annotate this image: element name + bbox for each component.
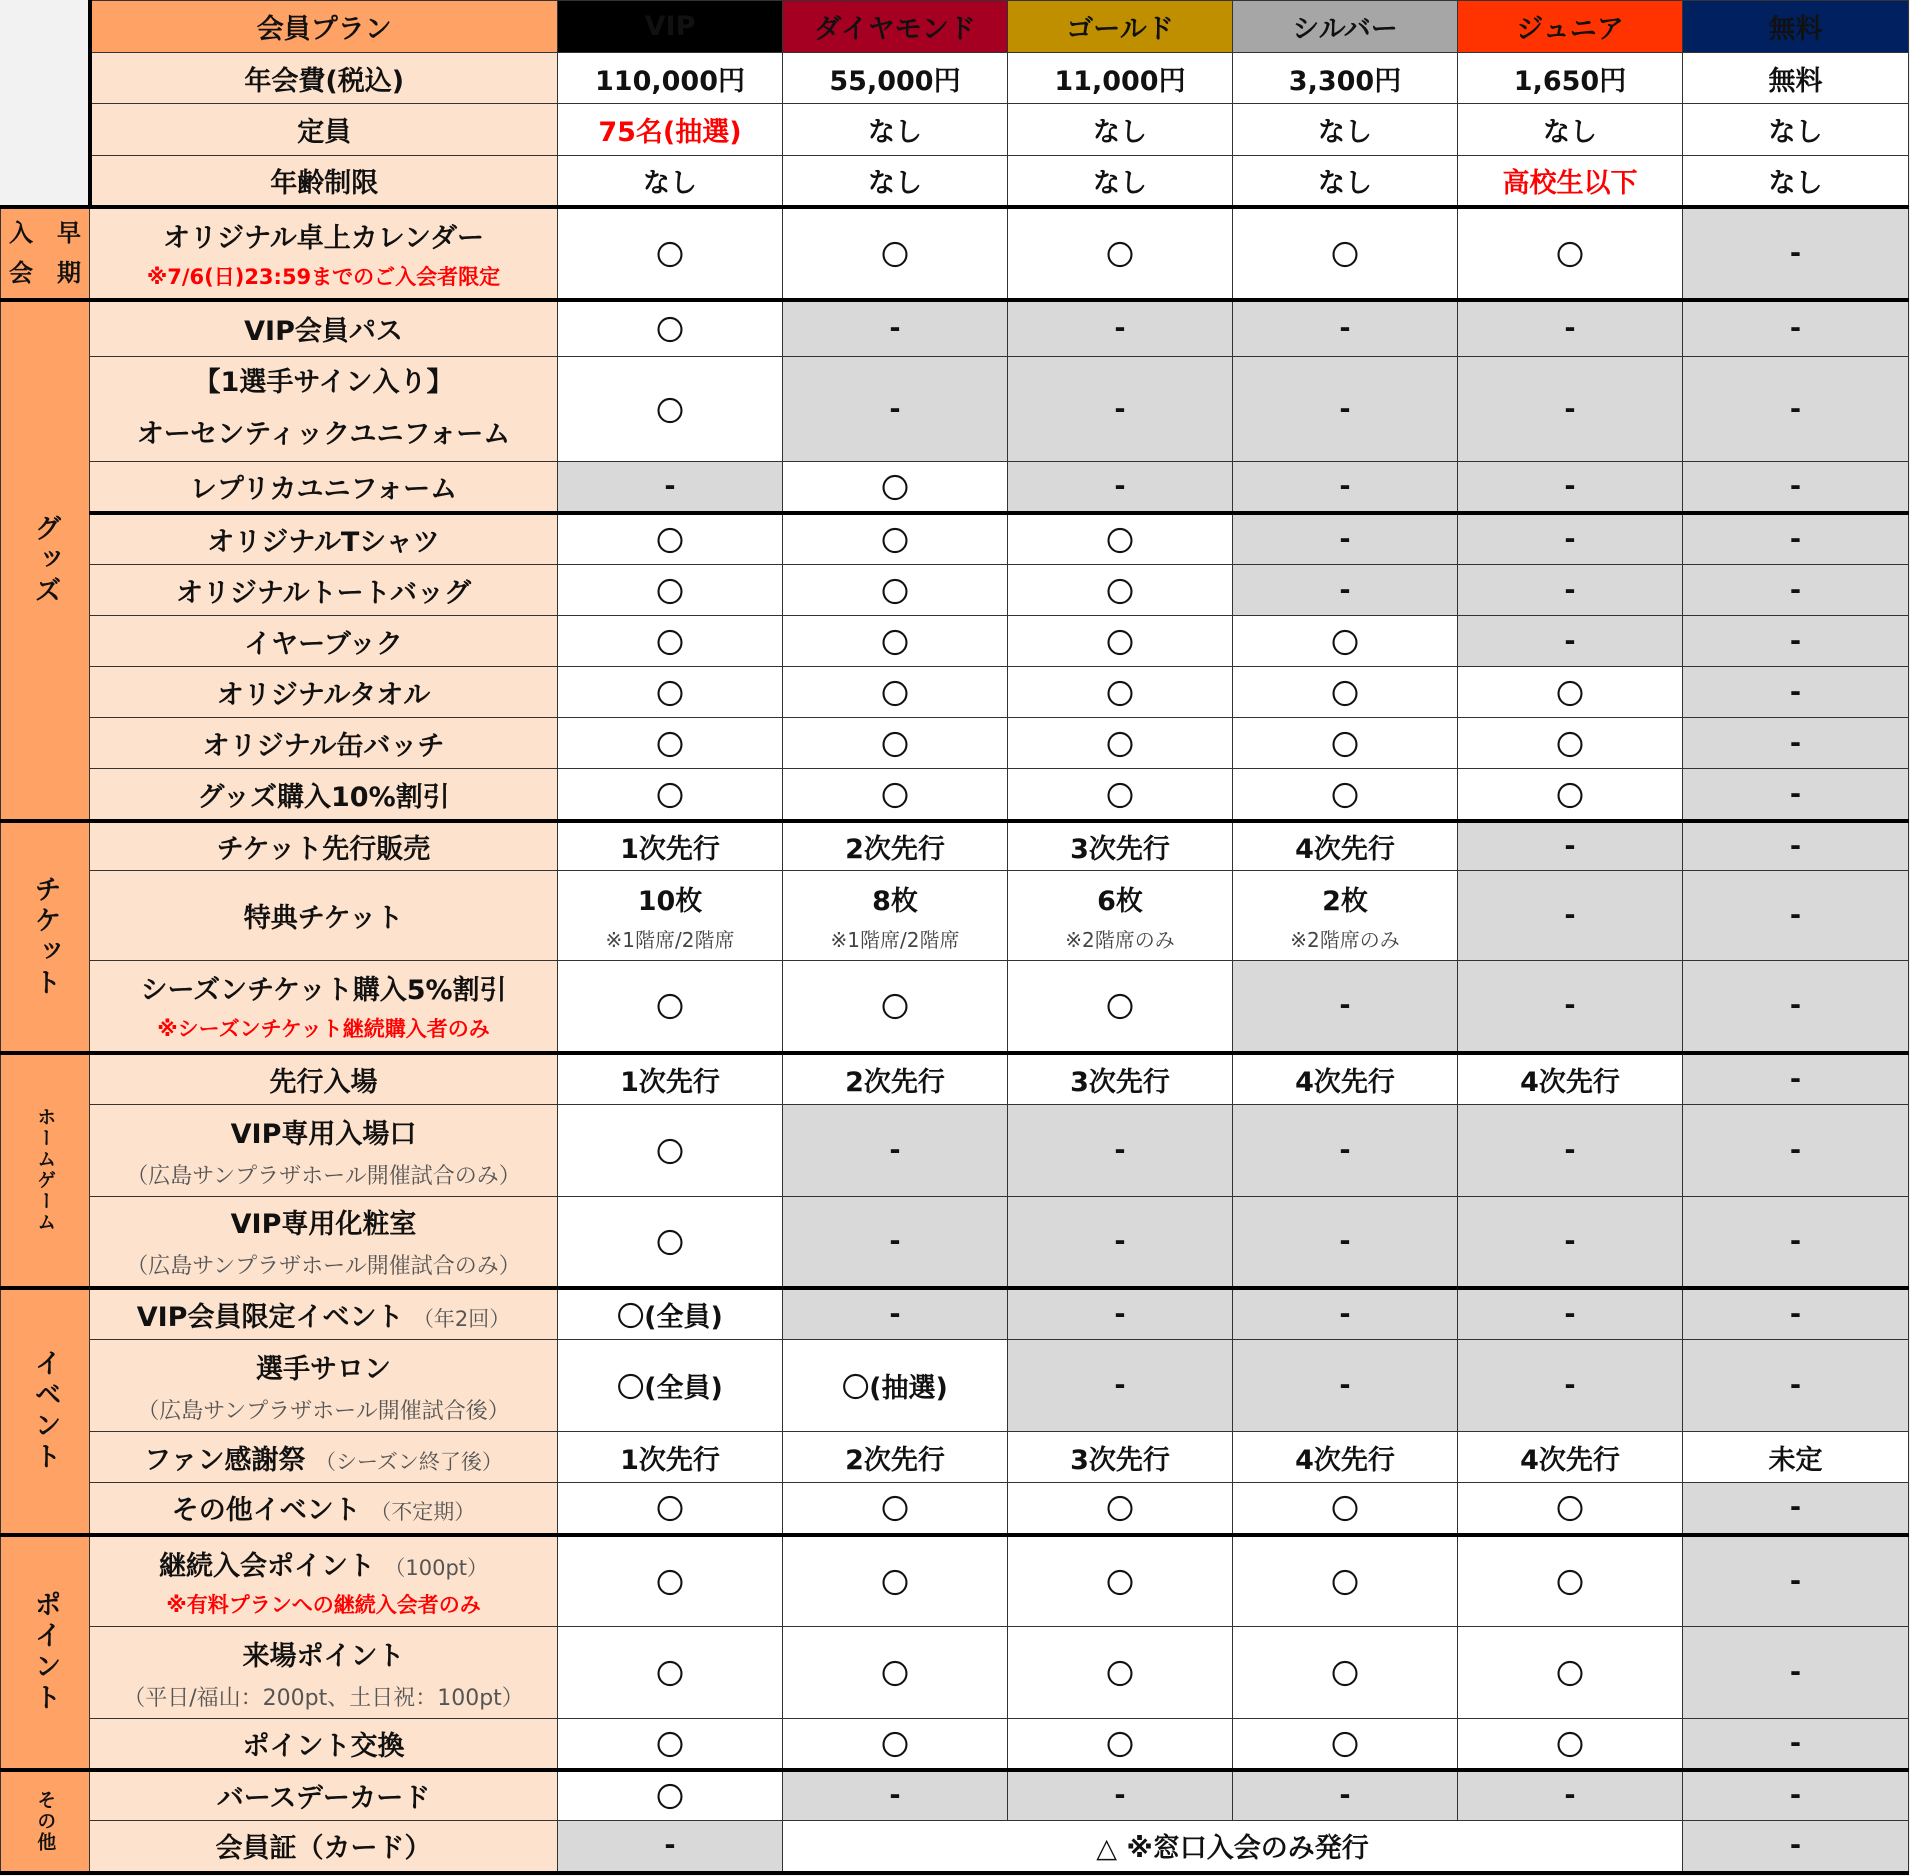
fee-diamond: 55,000円 (783, 53, 1008, 104)
cell-value: 2次先行 (783, 1053, 1008, 1105)
plan-header-vip: VIP (558, 1, 783, 53)
capacity-silver: なし (1233, 104, 1458, 156)
cell-bonus-diamond: 8枚 ※1階席/2階席 (783, 871, 1008, 961)
fee-gold: 11,000円 (1008, 53, 1233, 104)
cell-yes: 〇 (1233, 1535, 1458, 1627)
cell-no: - (1683, 1719, 1909, 1770)
feature-bonus-ticket: 特典チケット (90, 871, 558, 961)
cell-no: - (1683, 300, 1909, 357)
cell-no: - (1683, 1770, 1909, 1821)
cell-no: - (1458, 821, 1683, 871)
feature-vip-pass: VIP会員パス (90, 300, 558, 357)
cell-no: - (1458, 462, 1683, 513)
feature-renewal-point: 継続入会ポイント （100pt） ※有料プランへの継続入会者のみ (90, 1535, 558, 1627)
capacity-gold: なし (1008, 104, 1233, 156)
capacity-label: 定員 (90, 104, 558, 156)
cell-yes: 〇 (1233, 207, 1458, 300)
cell-yes: 〇 (1233, 1719, 1458, 1770)
cell-no: - (1458, 1340, 1683, 1432)
cell-yes: 〇 (783, 1719, 1008, 1770)
cell-no: - (1233, 565, 1458, 616)
cell-yes: 〇 (558, 565, 783, 616)
cell-no: - (783, 357, 1008, 462)
cell-yes: 〇 (558, 1105, 783, 1197)
plan-header-gold: ゴールド (1008, 1, 1233, 53)
cell-yes: 〇 (1008, 1535, 1233, 1627)
age-free: なし (1683, 156, 1909, 207)
cell-value: 3次先行 (1008, 1432, 1233, 1483)
cell-no: - (1008, 1340, 1233, 1432)
cell-yes: 〇 (558, 1535, 783, 1627)
cell-yes: 〇 (783, 616, 1008, 667)
cell-value: 4次先行 (1458, 1053, 1683, 1105)
feature-tshirt: オリジナルTシャツ (90, 513, 558, 565)
cell-no: - (1683, 1340, 1909, 1432)
capacity-junior: なし (1458, 104, 1683, 156)
plan-header-diamond: ダイヤモンド (783, 1, 1008, 53)
cell-yes: 〇 (558, 616, 783, 667)
feature-replica: レプリカユニフォーム (90, 462, 558, 513)
cell-value: 〇(抽選) (783, 1340, 1008, 1432)
cell-no: - (1458, 871, 1683, 961)
cell-yes: 〇 (783, 769, 1008, 821)
cell-yes: 〇 (1458, 769, 1683, 821)
cell-no: - (1458, 1197, 1683, 1288)
cell-no: - (1683, 565, 1909, 616)
feature-towel: オリジナルタオル (90, 667, 558, 718)
cell-yes: 〇 (558, 1197, 783, 1288)
cell-no: - (558, 1821, 783, 1873)
fee-silver: 3,300円 (1233, 53, 1458, 104)
cell-yes: 〇 (1008, 1483, 1233, 1535)
cell-yes: 〇 (1008, 207, 1233, 300)
cell-no: - (558, 462, 783, 513)
age-gold: なし (1008, 156, 1233, 207)
cell-bonus-gold: 6枚 ※2階席のみ (1008, 871, 1233, 961)
cell-value: 4次先行 (1233, 1432, 1458, 1483)
cell-yes: 〇 (1008, 565, 1233, 616)
cell-yes: 〇 (558, 1719, 783, 1770)
cell-no: - (1233, 1288, 1458, 1340)
cell-yes: 〇 (783, 207, 1008, 300)
cell-no: - (1233, 1770, 1458, 1821)
cell-no: - (1233, 357, 1458, 462)
feature-fan-fest: ファン感謝祭 （シーズン終了後） (90, 1432, 558, 1483)
cell-no: - (1008, 300, 1233, 357)
plan-header-free: 無料 (1683, 1, 1909, 53)
cell-yes: 〇 (1008, 961, 1233, 1053)
cell-no: - (1458, 357, 1683, 462)
cell-no: - (1683, 1483, 1909, 1535)
cell-yes: 〇 (1008, 616, 1233, 667)
cell-no: - (1683, 1197, 1909, 1288)
cell-no: - (783, 1197, 1008, 1288)
cell-yes: 〇 (783, 667, 1008, 718)
cell-yes: 〇 (1008, 1719, 1233, 1770)
cell-bonus-vip: 10枚 ※1階席/2階席 (558, 871, 783, 961)
feature-early-entry: 先行入場 (90, 1053, 558, 1105)
category-home-game: ホームゲーム (1, 1053, 90, 1288)
plan-header-junior: ジュニア (1458, 1, 1683, 53)
cell-no: - (1233, 300, 1458, 357)
cell-no: - (1233, 1105, 1458, 1197)
cell-value: 4次先行 (1233, 1053, 1458, 1105)
cell-no: - (1683, 871, 1909, 961)
cell-yes: 〇 (1233, 718, 1458, 769)
cell-no: - (1458, 1770, 1683, 1821)
cell-yes: 〇 (558, 667, 783, 718)
cell-yes: 〇 (1458, 207, 1683, 300)
cell-no: - (1233, 961, 1458, 1053)
cell-no: - (1683, 1053, 1909, 1105)
cell-yes: 〇 (1008, 513, 1233, 565)
category-other: その他 (1, 1770, 90, 1873)
corner-blank (1, 1, 90, 207)
cell-value: 1次先行 (558, 821, 783, 871)
feature-ticket-presale: チケット先行販売 (90, 821, 558, 871)
cell-yes: 〇 (1458, 1627, 1683, 1719)
cell-value: 〇(全員) (558, 1288, 783, 1340)
capacity-vip: 75名(抽選) (558, 104, 783, 156)
cell-yes: 〇 (558, 300, 783, 357)
feature-vip-gate: VIP専用入場口 （広島サンプラザホール開催試合のみ） (90, 1105, 558, 1197)
fee-free: 無料 (1683, 53, 1909, 104)
cell-no: - (1683, 357, 1909, 462)
feature-yearbook: イヤーブック (90, 616, 558, 667)
cell-yes: 〇 (1233, 769, 1458, 821)
feature-season-discount: シーズンチケット購入5%割引 ※シーズンチケット継続購入者のみ (90, 961, 558, 1053)
cell-no: - (1008, 462, 1233, 513)
cell-value: 2次先行 (783, 1432, 1008, 1483)
cell-no: - (1008, 1105, 1233, 1197)
cell-yes: 〇 (783, 513, 1008, 565)
cell-no: - (1683, 207, 1909, 300)
cell-no: - (1233, 513, 1458, 565)
cell-no: - (1008, 1197, 1233, 1288)
feature-badge: オリジナル缶バッチ (90, 718, 558, 769)
feature-goods-discount: グッズ購入10%割引 (90, 769, 558, 821)
cell-yes: 〇 (558, 1483, 783, 1535)
cell-no: - (1008, 1770, 1233, 1821)
cell-value: 3次先行 (1008, 821, 1233, 871)
category-point: ポイント (1, 1535, 90, 1770)
cell-value: 1次先行 (558, 1432, 783, 1483)
cell-no: - (1683, 769, 1909, 821)
age-diamond: なし (783, 156, 1008, 207)
feature-other-event: その他イベント （不定期） (90, 1483, 558, 1535)
fee-vip: 110,000円 (558, 53, 783, 104)
cell-no: - (1683, 961, 1909, 1053)
cell-value: 4次先行 (1233, 821, 1458, 871)
cell-no: - (783, 300, 1008, 357)
cell-no: - (783, 1288, 1008, 1340)
cell-no: - (1683, 1535, 1909, 1627)
category-event: イベント (1, 1288, 90, 1535)
cell-no: - (783, 1770, 1008, 1821)
cell-no: - (1233, 1197, 1458, 1288)
feature-point-exchange: ポイント交換 (90, 1719, 558, 1770)
fee-junior: 1,650円 (1458, 53, 1683, 104)
capacity-diamond: なし (783, 104, 1008, 156)
cell-yes: 〇 (783, 565, 1008, 616)
feature-visit-point: 来場ポイント （平日/福山：200pt、土日祝：100pt） (90, 1627, 558, 1719)
category-early: 入 早 会 期 (1, 207, 90, 300)
cell-yes: 〇 (783, 1535, 1008, 1627)
cell-no: - (1458, 616, 1683, 667)
feature-calendar: オリジナル卓上カレンダー ※7/6(日)23:59までのご入会者限定 (90, 207, 558, 300)
cell-value: 3次先行 (1008, 1053, 1233, 1105)
cell-no: - (1458, 961, 1683, 1053)
cell-value: 2次先行 (783, 821, 1008, 871)
cell-no: - (1458, 300, 1683, 357)
capacity-free: なし (1683, 104, 1909, 156)
feature-member-card: 会員証（カード） (90, 1821, 558, 1873)
cell-no: - (1683, 1627, 1909, 1719)
cell-yes: 〇 (1458, 718, 1683, 769)
cell-no: - (1683, 667, 1909, 718)
cell-value: 4次先行 (1458, 1432, 1683, 1483)
cell-yes: 〇 (1233, 1627, 1458, 1719)
cell-yes: 〇 (1008, 1627, 1233, 1719)
cell-yes: 〇 (783, 718, 1008, 769)
cell-no: - (1233, 462, 1458, 513)
category-ticket: チケット (1, 821, 90, 1053)
cell-value: 〇(全員) (558, 1340, 783, 1432)
age-silver: なし (1233, 156, 1458, 207)
cell-yes: 〇 (783, 462, 1008, 513)
feature-vip-event: VIP会員限定イベント （年2回） (90, 1288, 558, 1340)
cell-yes: 〇 (1458, 667, 1683, 718)
cell-yes: 〇 (558, 961, 783, 1053)
cell-yes: 〇 (1008, 667, 1233, 718)
cell-no: - (1458, 1288, 1683, 1340)
cell-no: - (1008, 1288, 1233, 1340)
cell-yes: 〇 (558, 769, 783, 821)
cell-yes: 〇 (1458, 1535, 1683, 1627)
cell-value: 1次先行 (558, 1053, 783, 1105)
cell-yes: 〇 (783, 1627, 1008, 1719)
cell-yes: 〇 (1008, 718, 1233, 769)
cell-no: - (1683, 1821, 1909, 1873)
cell-yes: 〇 (1233, 1483, 1458, 1535)
plan-label: 会員プラン (90, 1, 558, 53)
cell-no: - (783, 1105, 1008, 1197)
age-junior: 高校生以下 (1458, 156, 1683, 207)
fee-label: 年会費(税込) (90, 53, 558, 104)
cell-no: - (1683, 513, 1909, 565)
cell-no: - (1683, 462, 1909, 513)
cell-no: - (1683, 1288, 1909, 1340)
cell-no: - (1683, 821, 1909, 871)
cell-value: 未定 (1683, 1432, 1909, 1483)
cell-yes: 〇 (1458, 1719, 1683, 1770)
cell-no: - (1233, 1340, 1458, 1432)
age-vip: なし (558, 156, 783, 207)
plan-header-silver: シルバー (1233, 1, 1458, 53)
cell-window-only: △ ※窓口入会のみ発行 (783, 1821, 1683, 1873)
cell-no: - (1008, 357, 1233, 462)
age-label: 年齢制限 (90, 156, 558, 207)
cell-no: - (1683, 718, 1909, 769)
feature-signed-uniform: 【1選手サイン入り】 オーセンティックユニフォーム (90, 357, 558, 462)
cell-no: - (1458, 513, 1683, 565)
cell-yes: 〇 (558, 718, 783, 769)
cell-no: - (1458, 565, 1683, 616)
category-goods: グッズ (1, 300, 90, 821)
cell-yes: 〇 (783, 1483, 1008, 1535)
cell-yes: 〇 (558, 513, 783, 565)
cell-yes: 〇 (558, 1770, 783, 1821)
cell-no: - (1683, 616, 1909, 667)
cell-yes: 〇 (1458, 1483, 1683, 1535)
cell-yes: 〇 (558, 207, 783, 300)
cell-yes: 〇 (1233, 667, 1458, 718)
cell-yes: 〇 (1233, 616, 1458, 667)
cell-yes: 〇 (1008, 769, 1233, 821)
cell-yes: 〇 (558, 357, 783, 462)
cell-bonus-silver: 2枚 ※2階席のみ (1233, 871, 1458, 961)
feature-tote: オリジナルトートバッグ (90, 565, 558, 616)
feature-birthday-card: バースデーカード (90, 1770, 558, 1821)
cell-no: - (1683, 1105, 1909, 1197)
cell-no: - (1458, 1105, 1683, 1197)
cell-yes: 〇 (558, 1627, 783, 1719)
feature-vip-restroom: VIP専用化粧室 （広島サンプラザホール開催試合のみ） (90, 1197, 558, 1288)
feature-player-salon: 選手サロン （広島サンプラザホール開催試合後） (90, 1340, 558, 1432)
cell-yes: 〇 (783, 961, 1008, 1053)
